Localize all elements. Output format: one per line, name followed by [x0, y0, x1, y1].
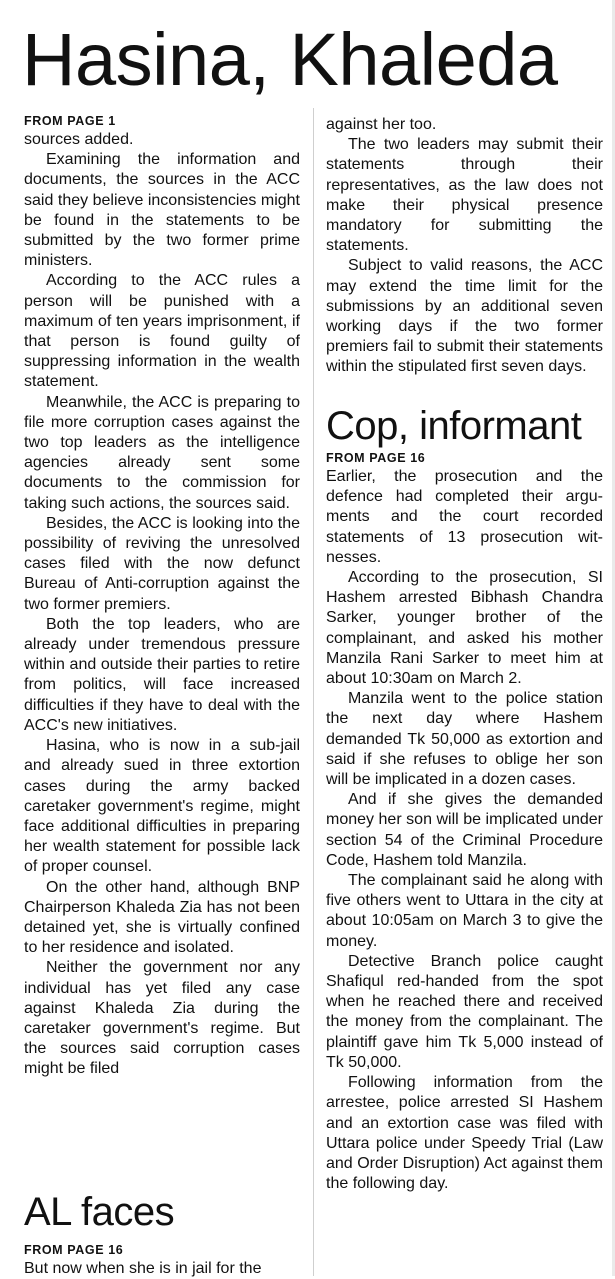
- headline-cop-informant: Cop, informant: [326, 404, 582, 448]
- paragraph: Following information from the arrestee, police arrested SI Hashem and an extortion case was filed with Uttara police under Speedy Trial (Law and Order Disruption) Act against them the following day.: [326, 1074, 603, 1193]
- paragraph: Detective Branch police caught Shafiqul red-handed from the spot when he reached there and received the money from the complainant. The plaintiff gave him Tk 5,000 instead of Tk 50,000.: [326, 952, 603, 1071]
- paragraph: The two leaders may submit their statements through their representatives, as the law does not make their physical presence mandatory for submitting the statements.: [326, 136, 603, 255]
- paragraph: Earlier, the prosecution and the defence had completed their arguments and the court recorded statements of 13 prosecution witnesses.: [326, 468, 603, 566]
- kicker-from-page-1: FROM PAGE 1: [24, 114, 116, 128]
- paragraph: Besides, the ACC is looking into the possibility of reviving the unresolved cases filed with the now defunct Bureau of Anti-corruption against the two former premiers.: [24, 514, 300, 613]
- column-divider: [313, 108, 314, 1276]
- paragraph: Subject to valid reasons, the ACC may extend the time limit for the submissions by an additional seven working days if the two former premiers fail to submit their statements within the stipulated first seven days.: [326, 257, 603, 376]
- headline-al-faces: AL faces: [24, 1190, 175, 1234]
- paragraph: Meanwhile, the ACC is preparing to file more corruption cases against the two top leaders as the intelligence agencies already sent some documents to the commission for taking such actions, the sources said.: [24, 393, 300, 512]
- paragraph: According to the ACC rules a person will be punished with a maximum of ten years imprisonment, if that person is found guilty of suppressing information in the wealth statement.: [24, 272, 300, 391]
- paragraph: According to the prosecution, SI Hashem arrested Bibhash Chandra Sarker, younger brother of the complainant, and asked his mother Manzila Rani Sarker to meet him at about 10:30am on March 2.: [326, 569, 603, 688]
- paragraph: against her too.: [326, 116, 437, 133]
- paragraph: Neither the government nor any individual has yet filed any case against Khaleda Zia during the caretaker government's regime. But the sources said corruption cases might be filed: [24, 959, 300, 1078]
- article-al-faces-body: [24, 1259, 300, 1279]
- paragraph: sources added.: [24, 131, 134, 148]
- paragraph: Manzila went to the police station the next day where Hashem demanded Tk 50,000 as extortion and said if she refuses to oblige her son will be implicated in a dozen cases.: [326, 690, 603, 789]
- paragraph: Examining the information and documents, the sources in the ACC said they believe inconsistencies might be found in the statements to be submitted by the two former prime ministers.: [24, 151, 300, 270]
- kicker-from-page-16-al: FROM PAGE 16: [24, 1243, 124, 1257]
- paragraph: On the other hand, although BNP Chairperson Khaleda Zia has not been detained yet, she is virtually confined to her residence and isolated.: [24, 878, 300, 957]
- paragraph: Hasina, who is now in a sub-jail and already sued in three extortion cases during the army backed caretaker government's regime, might face additional difficulties in preparing her wealth statement for possible lack of proper counsel.: [24, 737, 300, 876]
- headline-hasina-khaleda: Hasina, Khaleda: [22, 18, 558, 101]
- paragraph: The complainant said he along with five others went to Uttara in the city at about 10:05am on March 3 to give the money.: [326, 872, 603, 950]
- article-cop-informant-body: [326, 467, 603, 1194]
- article-hasina-column-2: [326, 115, 603, 378]
- article-hasina-column-1: [24, 130, 300, 1080]
- paragraph: But now when she is in jail for the: [24, 1260, 262, 1277]
- paragraph: And if she gives the demanded money her son will be implicated under section 54 of the Criminal Procedure Code, Hashem told Manzila.: [326, 791, 603, 869]
- paragraph: Both the top leaders, who are already under tremendous pressure within and outside their parties to retire from politics, will face increased difficulties if they have to deal with the ACC's new initiatives.: [24, 615, 300, 734]
- kicker-from-page-16: FROM PAGE 16: [326, 451, 426, 465]
